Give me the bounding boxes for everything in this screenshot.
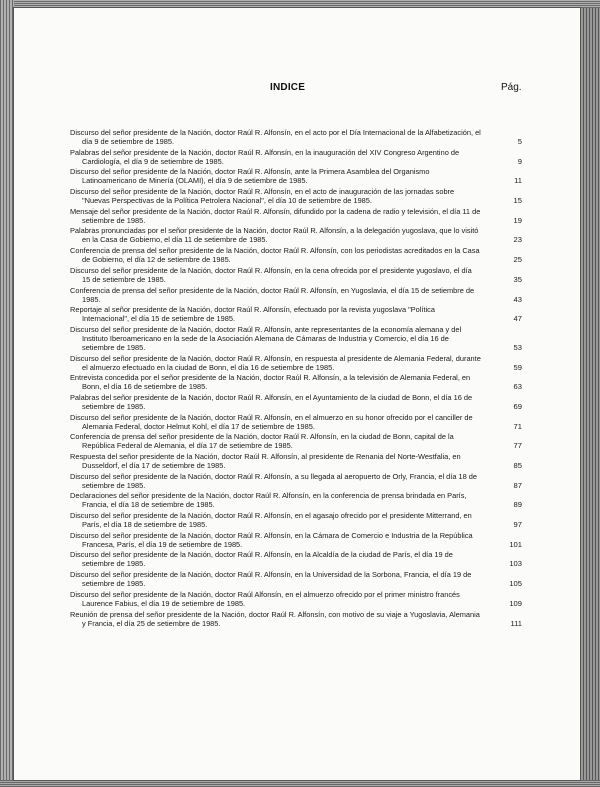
index-entry-text: Discurso del señor presidente de la Nación, doctor Raúl R. Alfonsín, ante la Primera Asamblea del Organismo Latinoamericano de Minería (OLAMI), el día 9 de setiembre de 1985. xyxy=(70,167,430,186)
index-entry-page: 47 xyxy=(513,314,522,324)
scan-bottom-edge xyxy=(0,780,600,787)
index-entry-page: 25 xyxy=(513,255,522,265)
index-entry-text: Discurso del señor presidente de la Nación, doctor Raúl R. Alfonsín, en el almuerzo en su honor ofrecido por el canciller de Alemania Federal, doctor Helmut Kohl, el día 17 de setiembre de 1985. xyxy=(70,412,473,431)
index-entry xyxy=(70,226,522,244)
index-entry-text: Discurso del señor presidente de la Nación, doctor Raúl R. Alfonsín, ante representantes de la economía alemana y del Instituto Iberoamericano en la sede de la Asociación Alemana de Cámaras de Industria y Comercio, el día 16 de setiembre de 1985. xyxy=(70,324,462,352)
index-entry xyxy=(70,167,522,185)
index-entry-page: 15 xyxy=(513,196,522,206)
index-entry-page: 35 xyxy=(513,274,522,284)
index-entry-text: Mensaje del señor presidente de la Nación, doctor Raúl R. Alfonsín, difundido por la cadena de radio y televisión, el día 11 de setiembre de 1985. xyxy=(70,206,481,225)
index-entry-text: Palabras del señor presidente de la Nación, doctor Raúl R. Alfonsín, en la inauguración del XIV Congreso Argentino de Cardiología, el día 9 de setiembre de 1985. xyxy=(70,147,460,166)
index-entry xyxy=(70,373,522,391)
index-entry-page: 89 xyxy=(513,500,522,510)
index-entry-page: 105 xyxy=(509,579,522,589)
index-entry xyxy=(70,610,522,628)
index-entry-page: 71 xyxy=(513,421,522,431)
index-entry-page: 23 xyxy=(513,235,522,245)
index-entry xyxy=(70,246,522,264)
index-entry-page: 5 xyxy=(517,137,522,146)
index-entry xyxy=(70,570,522,588)
index-entry xyxy=(70,550,522,568)
index-entry-text: Discurso del señor presidente de la Nación, doctor Raúl R. Alfonsín, en la Alcaldía de la ciudad de París, el día 19 de setiembre de 1985. xyxy=(70,550,453,569)
index-entry-text: Discurso del señor presidente de la Nación, doctor Raúl R. Alfonsín, en respuesta al presidente de Alemania Federal, durante el almuerzo efectuado en la ciudad de Bonn, el día 16 de setiembre de 1985. xyxy=(70,353,481,372)
index-entry xyxy=(70,590,522,608)
index-entry-text: Conferencia de prensa del señor presidente de la Nación, doctor Raúl R. Alfonsín, en Yugoslavia, el día 15 de setiembre de 1985. xyxy=(70,285,475,304)
index-entry-page: 53 xyxy=(513,342,522,352)
index-list xyxy=(70,128,522,629)
index-entry-page: 11 xyxy=(514,176,522,186)
scan-top-edge xyxy=(0,0,600,8)
index-entry-page: 59 xyxy=(513,362,522,372)
index-entry xyxy=(70,207,522,225)
index-entry-page: 101 xyxy=(509,539,522,549)
index-entry xyxy=(70,128,522,146)
index-entry-text: Entrevista concedida por el señor presidente de la Nación, doctor Raúl R. Alfonsín, a la televisión de Alemania Federal, en Bonn, el día 16 de setiembre de 1985. xyxy=(70,373,471,392)
index-entry xyxy=(70,266,522,284)
index-entry-page: 87 xyxy=(513,480,522,490)
page-column-label: Pág. xyxy=(501,82,522,93)
index-entry xyxy=(70,511,522,529)
index-entry-page: 69 xyxy=(513,401,522,411)
index-entry xyxy=(70,452,522,470)
index-entry-text: Discurso del señor presidente de la Nación, doctor Raúl R. Alfonsín, en el acto por el Día Internacional de la Alfabetización, el día 9 de setiembre de 1985. xyxy=(70,128,481,146)
index-entry-text: Discurso del señor presidente de la Nación, doctor Raúl R. Alfonsín, en la cena ofrecida por el presidente yugoslavo, el día 15 de setiembre de 1985. xyxy=(70,265,472,284)
index-entry xyxy=(70,531,522,549)
index-entry xyxy=(70,432,522,450)
index-entry-page: 43 xyxy=(513,294,522,304)
index-entry xyxy=(70,305,522,323)
index-entry xyxy=(70,325,522,352)
index-entry xyxy=(70,354,522,372)
index-entry xyxy=(70,187,522,205)
index-entry-text: Palabras del señor presidente de la Nación, doctor Raúl R. Alfonsín, en el Ayuntamiento de la ciudad de Bonn, el día 16 de setiembre de 1985. xyxy=(70,392,473,411)
scan-left-edge xyxy=(0,0,14,787)
index-entry-text: Palabras pronunciadas por el señor presidente de la Nación, doctor Raúl R. Alfonsín, a la delegación yugoslava, que lo visitó en la Casa de Gobierno, el día 11 de setiembre de 1985. xyxy=(70,226,479,245)
index-entry-text: Reportaje al señor presidente de la Nación, doctor Raúl R. Alfonsín, efectuado por la revista yugoslava "Política Internacional", el día 15 de setiembre de 1985. xyxy=(70,305,435,324)
index-entry-page: 9 xyxy=(517,156,522,166)
index-entry-page: 19 xyxy=(513,215,522,225)
index-entry-text: Declaraciones del señor presidente de la Nación, doctor Raúl R. Alfonsín, en la conferencia de prensa brindada en París, Francia, el día 18 de setiembre de 1985. xyxy=(70,491,467,510)
index-entry-page: 63 xyxy=(513,382,522,392)
index-entry-text: Conferencia de prensa del señor presidente de la Nación, doctor Raúl R. Alfonsín, con los periodistas acreditados en la Casa de Gobierno, el día 12 de setiembre de 1985. xyxy=(70,246,480,265)
index-entry-text: Reunión de prensa del señor presidente de la Nación, doctor Raúl R. Alfonsín, con motivo de su viaje a Yugoslavia, Alemania y Francia, el día 25 de setiembre de 1985. xyxy=(70,609,480,628)
index-entry xyxy=(70,413,522,431)
index-entry-page: 85 xyxy=(513,461,522,470)
index-entry-page: 109 xyxy=(509,598,522,608)
page-title: INDICE xyxy=(270,82,306,93)
index-entry-page: 111 xyxy=(510,618,522,628)
index-entry-text: Discurso del señor presidente de la Nación, doctor Raúl Alfonsín, en el almuerzo ofrecido por el primer ministro francés Laurence Fabius, el día 19 de setiembre de 1985. xyxy=(70,589,460,608)
index-entry-text: Discurso del señor presidente de la Nación, doctor Raúl R. Alfonsín, en la Universidad de la Sorbona, Francia, el día 19 de setiembre de 1985. xyxy=(70,570,472,589)
index-entry-text: Conferencia de prensa del señor presidente de la Nación, doctor Raúl R. Alfonsín, en la ciudad de Bonn, capital de la República Federal de Alemania, el día 17 de setiembre de 1985. xyxy=(70,432,454,451)
index-entry-page: 97 xyxy=(513,520,522,530)
index-entry xyxy=(70,491,522,509)
index-entry xyxy=(70,472,522,490)
scan-right-edge xyxy=(580,8,600,787)
index-entry-page: 103 xyxy=(509,559,522,569)
index-entry xyxy=(70,286,522,304)
index-entry-text: Discurso del señor presidente de la Nación, doctor Raúl R. Alfonsín, en el acto de inauguración de las jornadas sobre "Nuevas Perspectivas de la Política Petrolera Nacional", el día 10 de setiembre de 1985. xyxy=(70,187,455,206)
index-entry-text: Discurso del señor presidente de la Nación, doctor Raúl R. Alfonsín, en la Cámara de Comercio e Industria de la República Francesa, París, el día 19 de setiembre de 1985. xyxy=(70,530,473,549)
index-entry-text: Discurso del señor presidente de la Nación, doctor Raúl R. Alfonsín, a su llegada al aeropuerto de Orly, Francia, el día 18 de setiembre de 1985. xyxy=(70,471,477,490)
index-entry-text: Discurso del señor presidente de la Nación, doctor Raúl R. Alfonsín, en el agasajo ofrecido por el presidente Mitterrand, en París, el día 18 de setiembre de 1985. xyxy=(70,511,472,530)
index-entry xyxy=(70,393,522,411)
index-entry-text: Respuesta del señor presidente de la Nación, doctor Raúl R. Alfonsín, al presidente de Renania del Norte-Westfalia, en Dusseldorf, el día 17 de setiembre de 1985. xyxy=(70,452,461,470)
index-entry xyxy=(70,148,522,166)
index-entry-page: 77 xyxy=(513,441,522,451)
